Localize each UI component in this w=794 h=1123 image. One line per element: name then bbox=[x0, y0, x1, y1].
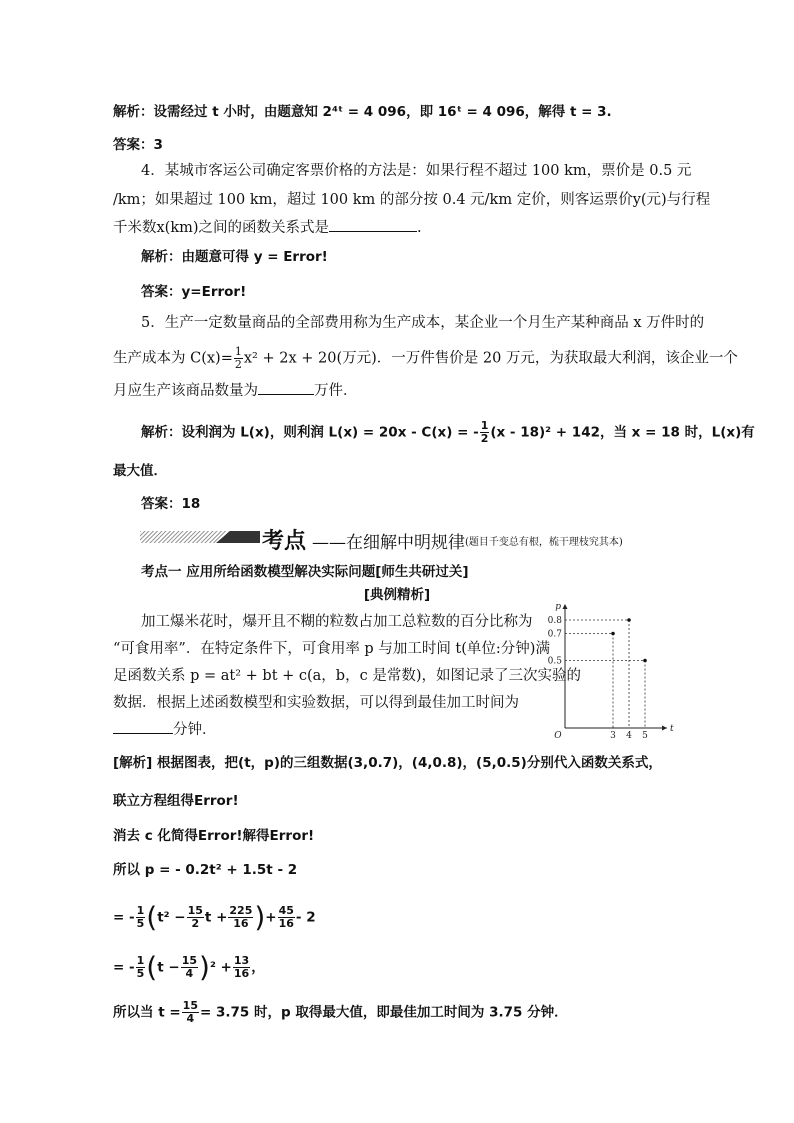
solution-5: 解析：设利润为 L(x)，则利润 L(x) = 20x - C(x) = - $\frac{1}{2}$ (x - 18)² + 142，当 x = 18 时，L(x)有 bbox=[141, 419, 755, 445]
example-line2: “可食用率”．在特定条件下，可食用率 p 与加工时间 t(单位:分钟)满 bbox=[113, 641, 550, 657]
answer-line: 答案：3 bbox=[113, 137, 163, 153]
x-tick-label: 3 bbox=[610, 731, 616, 741]
banner-subtitle: ——在细解中明规律 bbox=[312, 533, 465, 553]
section-heading: 考点一 应用所给函数模型解决实际问题[师生共研过关] bbox=[141, 564, 469, 580]
solution-line2: 联立方程组得Error! bbox=[113, 793, 239, 809]
question-4-line1: 4．某城市客运公司确定客票价格的方法是：如果行程不超过 100 km，票价是 0.5 元 bbox=[141, 163, 692, 179]
x-tick-label: 5 bbox=[642, 731, 648, 741]
banner-note: (题目千变总有根，梳干理枝究其本) bbox=[465, 537, 623, 548]
solution-line1: [解析] 根据图表，把(t，p)的三组数据(3,0.7)，(4,0.8)，(5,0.5)分别代入函数关系式， bbox=[113, 755, 662, 771]
scatter-chart bbox=[545, 600, 675, 745]
section-banner bbox=[140, 522, 680, 552]
data-point bbox=[643, 659, 647, 663]
question-5-line2: 生产成本为 C(x)= $\frac{1}{2}$ x² + 2x + 20(万元)．一万件售价是 20 万元，为获取最大利润，该企业一个 bbox=[113, 345, 738, 371]
y-axis-label: p bbox=[555, 602, 561, 612]
banner-title: 考点 bbox=[262, 529, 307, 554]
wedge-decoration bbox=[216, 531, 230, 543]
solution-line: 解析：设需经过 t 小时，由题意知 2⁴ᵗ = 4 096，即 16ᵗ = 4 096，解得 t = 3. bbox=[113, 104, 612, 120]
example-line1: 加工爆米花时，爆开且不糊的粒数占加工总粒数的百分比称为 bbox=[141, 614, 533, 630]
y-tick-label: 0.8 bbox=[547, 616, 562, 626]
solution-line6: = - $\frac{1}{5}$ (t − $\frac{15}{4}$ )² + $\frac{13}{16}$ ， bbox=[113, 950, 265, 984]
y-tick-label: 0.5 bbox=[547, 656, 562, 667]
question-5-line3: 月应生产该商品数量为 万件． bbox=[113, 383, 358, 399]
answer-5: 答案：18 bbox=[141, 496, 201, 512]
fraction-half: $\frac{1}{2}$ bbox=[480, 419, 489, 445]
bar-decoration bbox=[230, 531, 260, 543]
y-axis-arrow bbox=[563, 604, 568, 609]
x-tick-label: 4 bbox=[626, 731, 632, 741]
y-tick-label: 0.7 bbox=[547, 629, 562, 640]
answer-blank bbox=[258, 394, 314, 395]
data-point bbox=[611, 632, 615, 636]
fraction-half: $\frac{1}{2}$ bbox=[234, 345, 242, 371]
solution-5-cont: 最大值． bbox=[113, 463, 167, 479]
solution-line3: 消去 c 化简得Error!解得Error! bbox=[113, 828, 315, 844]
answer-4: 答案：y=Error! bbox=[141, 284, 247, 300]
question-5-line1: 5．生产一定数量商品的全部费用称为生产成本，某企业一个月生产某种商品 x 万件时的 bbox=[141, 315, 705, 331]
question-4-line3: 千米数x(km)之间的函数关系式是 . bbox=[113, 220, 422, 236]
solution-line7: 所以当 t = $\frac{15}{4}$ = 3.75 时，p 取得最大值，即最佳加工时间为 3.75 分钟． bbox=[113, 999, 568, 1025]
solution-line5: = - $\frac{1}{5}$ (t² − $\frac{15}{2}$ t + $\frac{225}{16}$ )+ $\frac{45}{16}$ - 2 bbox=[113, 900, 316, 934]
data-point bbox=[627, 618, 631, 622]
example-line4: 数据．根据上述函数模型和实验数据，可以得到最佳加工时间为 bbox=[113, 695, 519, 711]
solution-line4: 所以 p = - 0.2t² + 1.5t - 2 bbox=[113, 862, 298, 878]
x-axis-arrow bbox=[662, 726, 667, 731]
example-line3: 足函数关系 p = at² + bt + c(a，b，c 是常数)，如图记录了三次实验的 bbox=[113, 668, 581, 684]
question-4-text: 千米数x(km)之间的函数关系式是 bbox=[113, 220, 330, 236]
answer-blank bbox=[113, 733, 173, 734]
example-line5: 分钟． bbox=[113, 720, 217, 740]
x-axis-label: t bbox=[670, 724, 674, 734]
section-subheading: [典例精析] bbox=[363, 587, 431, 603]
solution-4: 解析：由题意可得 y = Error! bbox=[141, 249, 328, 265]
question-4-line2: /km；如果超过 100 km，超过 100 km 的部分按 0.4 元/km 定价，则客运票价y(元)与行程 bbox=[113, 192, 711, 208]
answer-blank bbox=[329, 231, 417, 232]
origin-label: O bbox=[554, 731, 562, 741]
